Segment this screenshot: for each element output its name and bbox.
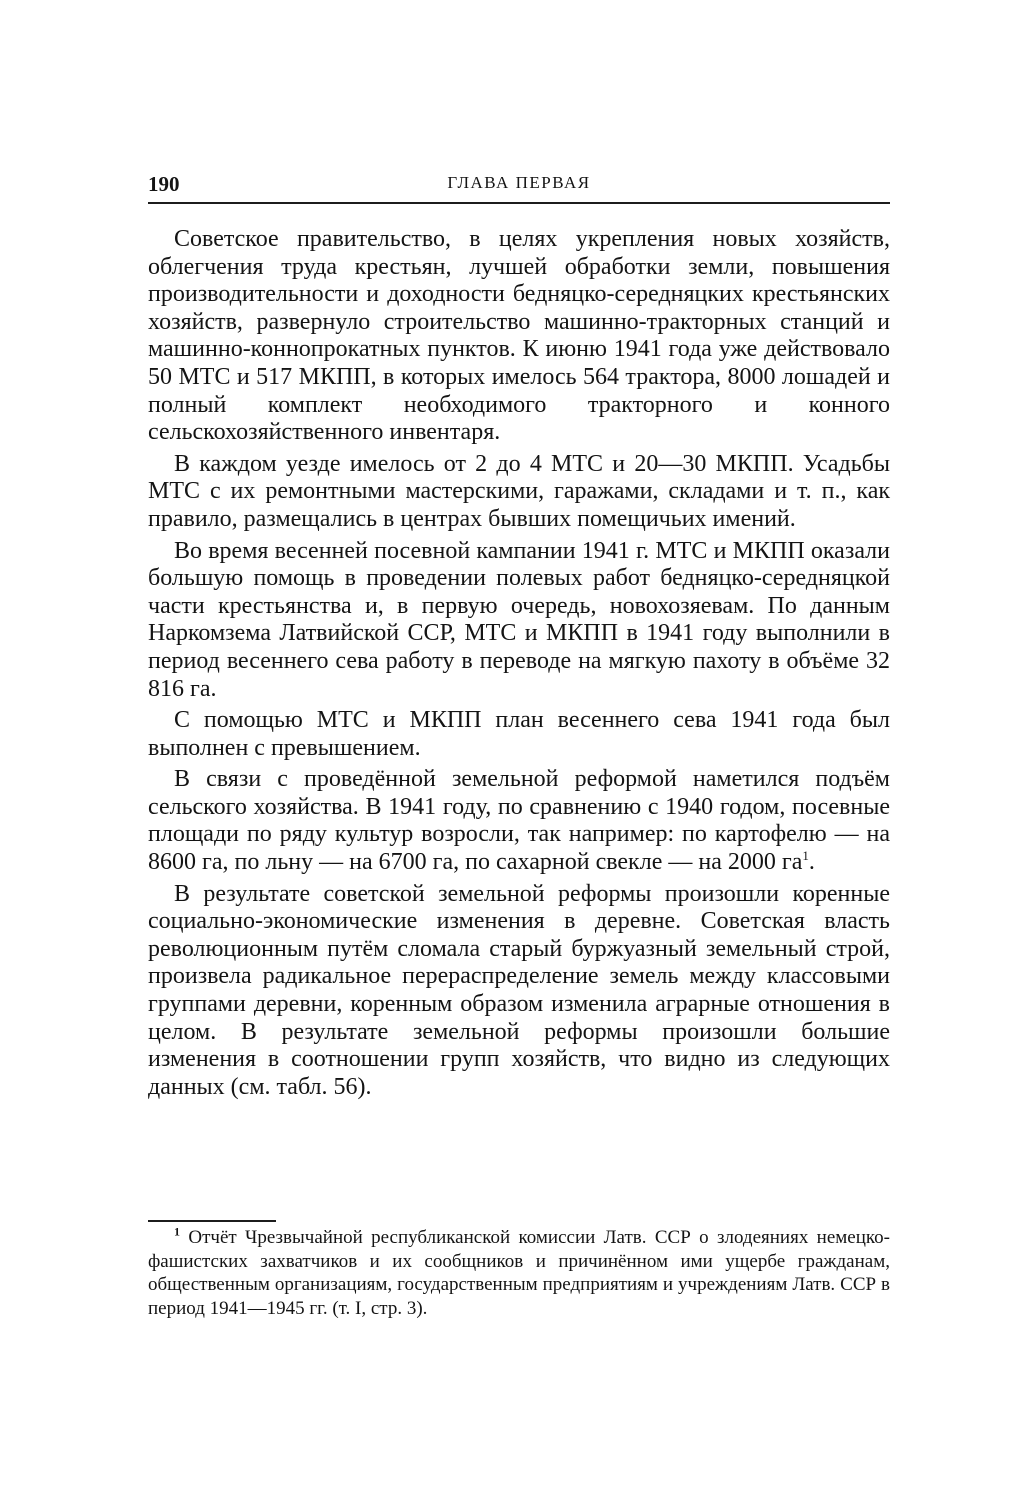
footnote-text: Отчёт Чрезвычайной республиканской комиссии Латв. ССР о злодеяниях немецко-фашистских захватчиков и их сообщников и причинённом ими ущербе гражданам, общественным организациям, государственным предприятиям и учреждениям Латв. ССР в период 1941—1945 гг. (т. I, стр. 3).: [148, 1227, 891, 1319]
paragraph: В каждом уезде имелось от 2 до 4 МТС и 20—30 МКПП. Усадьбы МТС с их ремонтными мастерскими, гаражами, складами и т. п., как правило, размещались в центрах бывших помещичьих имений.: [148, 450, 890, 532]
paragraph-with-footnote: [148, 766, 890, 876]
footnote: [148, 1226, 890, 1320]
footnote-number: 1: [174, 1224, 180, 1239]
paragraph: Советское правительство, в целях укрепления новых хозяйств, облегчения труда крестьян, лучшей обработки земли, повышения производительности и доходности бедняцко-середняцких крестьянских хозяйств, развернуло строительство машинно-тракторных станций и машинно-коннопрокатных пунктов. К июню 1941 года уже действовало 50 МТС и 517 МКПП, в которых имелось 564 трактора, 8000 лошадей и полный комплект необходимого тракторного и конного сельскохозяйственного инвентаря.: [148, 226, 890, 446]
paragraph-text: В связи с проведённой земельной реформой наметился подъём сельского хозяйства. В 1941 году, по сравнению с 1940 годом, посевные площади по ряду культур возросли, так например: по картофелю — на 8600 га, по льну — на 6700 га, по сахарной свекле — на 2000 га: [148, 766, 890, 876]
paragraph: С помощью МТС и МКПП план весеннего сева 1941 года был выполнен с превышением.: [148, 707, 890, 761]
sentence-end: .: [808, 849, 815, 876]
footnote-reference[interactable]: 1: [802, 848, 809, 864]
paragraph: Во время весенней посевной кампании 1941 г. МТС и МКПП оказали большую помощь в проведении полевых работ бедняцко-середняцкой части крестьянства и, в первую очередь, новохозяевам. По данным Наркомзема Латвийской ССР, МТС и МКПП в 1941 году выполнили в период весеннего сева работу в переводе на мягкую пахоту в объёме 32 816 га.: [148, 537, 890, 702]
body-text: [148, 226, 890, 1105]
page-header: [148, 172, 890, 204]
footnote-divider: [148, 1220, 276, 1222]
running-title: ГЛАВА ПЕРВАЯ: [447, 173, 591, 192]
page-number: 190: [148, 172, 180, 196]
paragraph: В результате советской земельной реформы произошли коренные социально-экономические изменения в деревне. Советская власть революционным путём сломала старый буржуазный земельный строй, произвела радикальное перераспределение земель между классовыми группами деревни, коренным образом изменила аграрные отношения в целом. В результате земельной реформы произошли большие изменения в соотношении групп хозяйств, что видно из следующих данных (см. табл. 56).: [148, 880, 890, 1100]
